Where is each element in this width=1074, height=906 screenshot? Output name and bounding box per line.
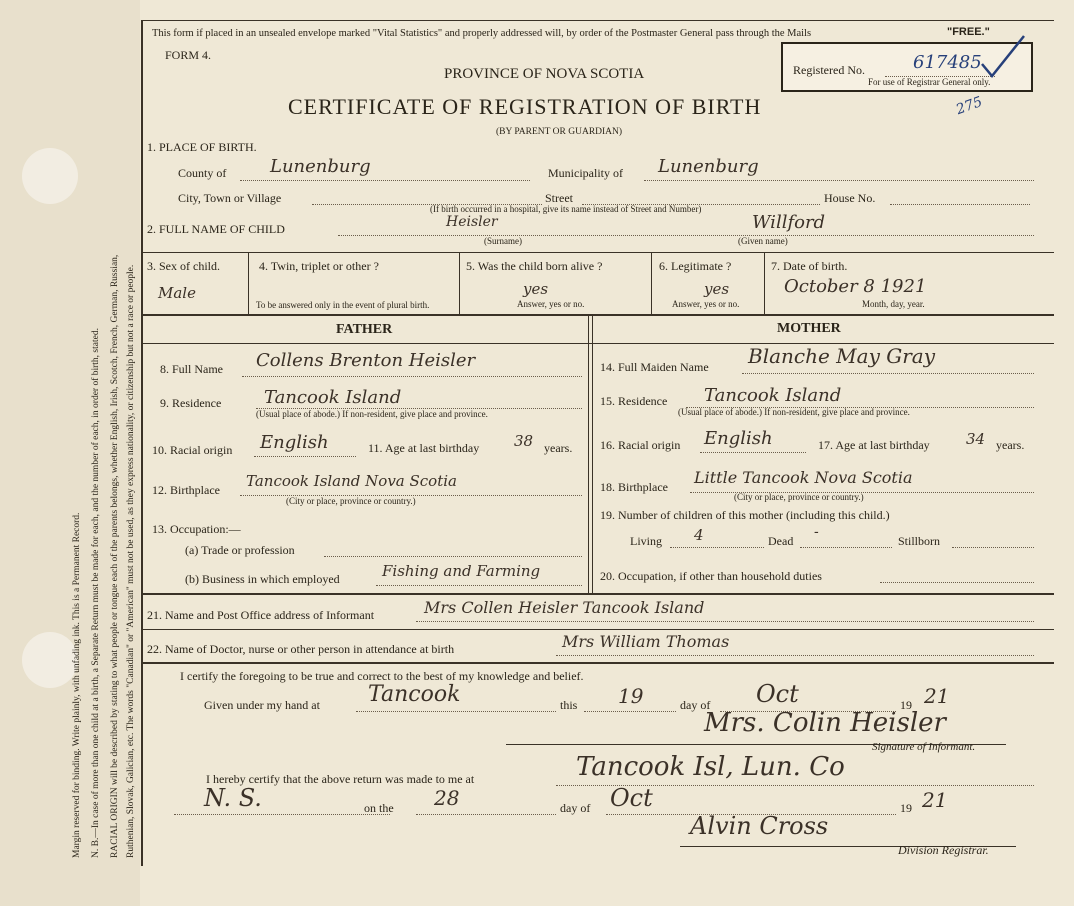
living-label: Living	[630, 534, 662, 548]
province-heading: PROVINCE OF NOVA SCOTIA	[444, 66, 645, 82]
informant-value: Mrs Collen Heisler Tancook Island	[424, 598, 705, 617]
mother-birthplace-label: 18. Birthplace	[600, 480, 668, 494]
registered-number: 617485	[913, 52, 982, 73]
registration-day: 28	[434, 786, 460, 810]
sex-label: 3. Sex of child.	[147, 259, 220, 273]
certify-statement: I certify the foregoing to be true and correct to the best of my knowledge and belief.	[180, 669, 584, 683]
informant-label: 21. Name and Post Office address of Informant	[147, 608, 375, 622]
informant-signature-label: Signature of Informant.	[872, 741, 976, 753]
mother-residence-value: Tancook Island	[704, 385, 842, 406]
informant-signature: Mrs. Colin Heisler	[704, 708, 946, 738]
father-age-value: 38	[514, 432, 534, 450]
on-the-label: on the	[364, 801, 394, 815]
father-race-label: 10. Racial origin	[152, 443, 233, 457]
registrar-signature: Alvin Cross	[690, 812, 829, 840]
returned-label: I hereby certify that the above return was made to me at	[206, 772, 475, 786]
children-label: 19. Number of children of this mother (including this child.)	[600, 508, 890, 522]
living-value: 4	[694, 526, 704, 544]
city-label: City, Town or Village	[178, 191, 282, 205]
twin-note: To be answered only in the event of plural birth.	[256, 300, 430, 310]
father-business-label: (b) Business in which employed	[185, 572, 340, 586]
father-residence-note: (Usual place of abode.) If non-resident, give place and province.	[256, 409, 488, 419]
given-note: (Given name)	[738, 236, 788, 246]
date-value: October 8 1921	[784, 276, 927, 297]
form-number: FORM 4.	[165, 48, 212, 62]
surname-note: (Surname)	[484, 236, 522, 246]
stillborn-label: Stillborn	[898, 534, 941, 548]
margin-note-3: RACIAL ORIGIN will be described by stating to what people or tongue each of the parents belongs, whether English, Irish, Scotch, French, German, Russian,	[110, 254, 120, 858]
county-value: Lunenburg	[270, 156, 371, 177]
hospital-note: (If birth occurred in a hospital, give its name instead of Street and Number)	[430, 204, 702, 214]
certificate-title: CERTIFICATE OF REGISTRATION OF BIRTH	[288, 94, 762, 119]
father-trade-label: (a) Trade or profession	[185, 543, 295, 557]
date-note: Month, day, year.	[862, 299, 925, 309]
side-mark: 275	[954, 93, 985, 119]
mother-heading: MOTHER	[777, 321, 841, 336]
check-mark-icon	[978, 30, 1028, 80]
father-birthplace-value: Tancook Island Nova Scotia	[246, 472, 457, 490]
returned-place-2: N. S.	[204, 784, 262, 812]
mother-name-value: Blanche May Gray	[748, 344, 935, 368]
father-occupation-label: 13. Occupation:—	[152, 522, 241, 536]
alive-label: 5. Was the child born alive ?	[466, 259, 603, 273]
registration-month: Oct	[610, 784, 653, 812]
given-year-prefix: 19	[900, 698, 912, 712]
father-business-value: Fishing and Farming	[382, 562, 541, 580]
street-label: Street	[545, 191, 573, 205]
date-label: 7. Date of birth.	[771, 259, 848, 273]
registration-year: 21	[922, 788, 948, 812]
registration-day-of-label: day of	[560, 801, 591, 815]
margin-note-1: Margin reserved for binding. Write plainly, with unfading ink. This is a Permanent Record.	[72, 512, 82, 858]
father-residence-label: 9. Residence	[160, 396, 222, 410]
alive-value: yes	[523, 280, 549, 298]
place-of-birth-heading: 1. PLACE OF BIRTH.	[147, 140, 257, 154]
given-place: Tancook	[368, 682, 461, 707]
registrar-use-note: For use of Registrar General only.	[868, 77, 991, 87]
form-top-border	[141, 20, 1054, 21]
given-day-of-label: day of	[680, 698, 711, 712]
division-registrar-label: Division Registrar.	[898, 843, 989, 857]
municipality-value: Lunenburg	[658, 156, 759, 177]
legitimate-value: yes	[704, 280, 730, 298]
father-age-label: 11. Age at last birthday	[368, 441, 480, 455]
margin-note-4: Ruthenian, Slovak, Galician, etc. The words "Canadian" or "American" must not be used, as they express nationality, or citizenship but not a race or people.	[126, 264, 136, 858]
father-birthplace-note: (City or place, province or country.)	[286, 496, 416, 506]
given-year: 21	[924, 684, 950, 708]
father-years: years.	[544, 441, 573, 455]
mail-note: This form if placed in an unsealed envelope marked "Vital Statistics" and properly addressed will, by order of the Postmaster General pass through the Mails	[152, 28, 812, 39]
sex-value: Male	[158, 284, 196, 302]
mother-birthplace-note: (City or place, province or country.)	[734, 492, 864, 502]
child-surname: Heisler	[446, 214, 498, 230]
legitimate-label: 6. Legitimate ?	[659, 259, 732, 273]
free-label: "FREE."	[947, 26, 990, 38]
legitimate-note: Answer, yes or no.	[672, 299, 740, 309]
mother-race-label: 16. Racial origin	[600, 438, 681, 452]
mother-residence-note: (Usual place of abode.) If non-resident, give place and province.	[678, 407, 910, 417]
dead-label: Dead	[768, 534, 794, 548]
registered-label: Registered No.	[793, 63, 865, 77]
child-name-label: 2. FULL NAME OF CHILD	[147, 222, 285, 236]
mother-age-value: 34	[966, 430, 986, 448]
returned-place: Tancook Isl, Lun. Co	[576, 752, 845, 782]
registration-year-prefix: 19	[900, 801, 912, 815]
twin-label: 4. Twin, triplet or other ?	[259, 259, 379, 273]
mother-occupation-label: 20. Occupation, if other than household duties	[600, 569, 822, 583]
mother-name-label: 14. Full Maiden Name	[600, 360, 709, 374]
father-race-value: English	[260, 432, 329, 453]
father-birthplace-label: 12. Birthplace	[152, 483, 220, 497]
father-residence-value: Tancook Island	[264, 387, 402, 408]
mother-age-label: 17. Age at last birthday	[818, 438, 930, 452]
father-name-value: Collens Brenton Heisler	[256, 350, 476, 371]
attendant-value: Mrs William Thomas	[562, 632, 730, 651]
punch-hole	[22, 632, 78, 688]
county-label: County of	[178, 166, 227, 180]
this-label: this	[560, 698, 578, 712]
mother-race-value: English	[704, 428, 773, 449]
given-month: Oct	[756, 680, 799, 708]
municipality-label: Municipality of	[548, 166, 623, 180]
child-given-name: Willford	[752, 212, 826, 233]
house-label: House No.	[824, 191, 876, 205]
given-under-label: Given under my hand at	[204, 698, 320, 712]
punch-hole	[22, 148, 78, 204]
given-day: 19	[618, 684, 644, 708]
mother-birthplace-value: Little Tancook Nova Scotia	[694, 468, 913, 487]
father-heading: FATHER	[336, 322, 393, 337]
mother-residence-label: 15. Residence	[600, 394, 668, 408]
father-name-label: 8. Full Name	[160, 362, 223, 376]
mother-years: years.	[996, 438, 1025, 452]
margin-note-2: N. B.—In case of more than one child at a birth, a Separate Return must be made for each, and the number of each, in order of birth, stated.	[91, 328, 101, 858]
attendant-label: 22. Name of Doctor, nurse or other person in attendance at birth	[147, 642, 455, 656]
alive-note: Answer, yes or no.	[517, 299, 585, 309]
dead-value: -	[814, 524, 819, 540]
certificate-subtitle: (BY PARENT OR GUARDIAN)	[496, 127, 623, 137]
form-left-border	[141, 20, 143, 866]
